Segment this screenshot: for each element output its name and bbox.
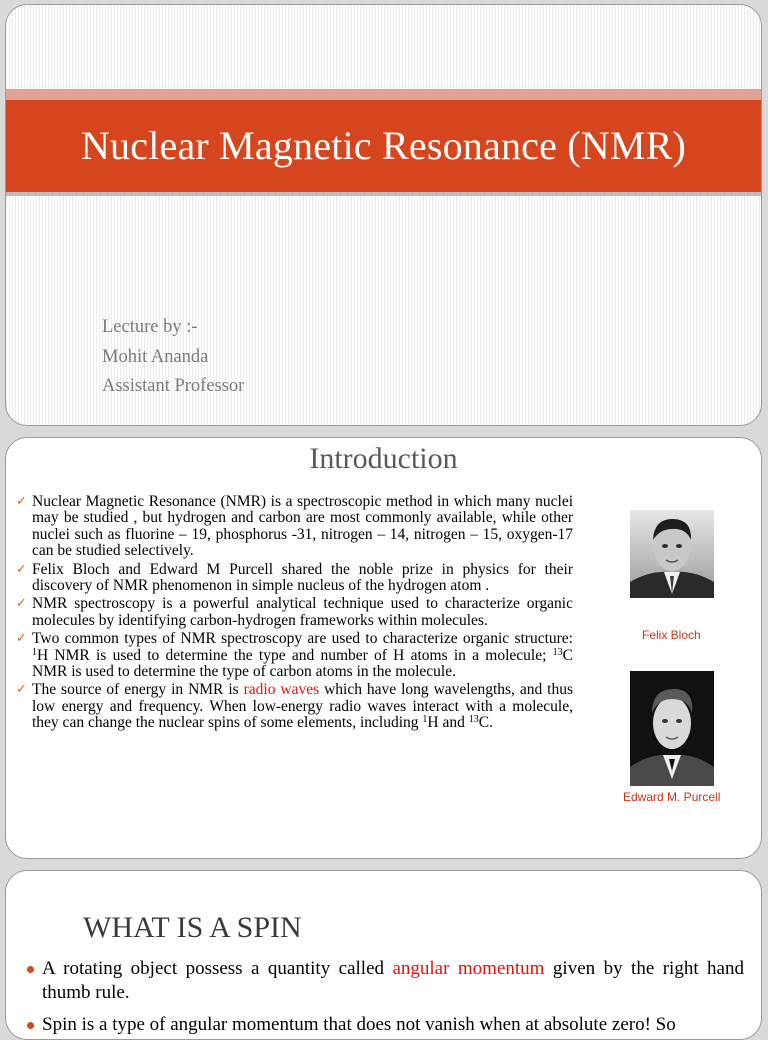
bullet-text: Spin is a type of angular momentum that does not vanish when at absolute zero! So bbox=[42, 1014, 676, 1035]
bullet-text: H and bbox=[427, 714, 469, 732]
bullet-item bbox=[22, 957, 744, 1005]
bullet-item bbox=[16, 631, 573, 680]
spin-slide bbox=[5, 870, 762, 1040]
slide-title: Nuclear Magnetic Resonance (NMR) bbox=[80, 122, 687, 168]
superscript: 13 bbox=[468, 714, 479, 726]
lecturer-position: Assistant Professor bbox=[102, 376, 245, 396]
bullet-text: Nuclear Magnetic Resonance (NMR) is a spectroscopic method in which many nuclei may be studied , but hydrogen and carbon are most commonly available, while other nuclei such as fluorine – 19, phosphorus -31, nitrogen – 14, nitrogen – 15, oxygen-17 can be studied selectively. bbox=[32, 493, 573, 560]
bullet-item bbox=[16, 596, 573, 629]
bullet-item bbox=[16, 682, 573, 731]
subtitle-line: Lecture by :- bbox=[102, 317, 198, 337]
bullet-list bbox=[16, 494, 573, 734]
portrait-caption: Edward M. Purcell bbox=[623, 790, 721, 804]
title-band-shadow bbox=[6, 192, 761, 196]
bullet-text: C NMR is used to determine the type of carbon atoms in the molecule. bbox=[32, 646, 573, 681]
bullet-text: The source of energy in NMR is bbox=[32, 681, 244, 699]
bullet-item bbox=[22, 1013, 744, 1037]
highlighted-term: radio waves bbox=[243, 681, 320, 699]
superscript: 1 bbox=[32, 646, 37, 658]
title-band bbox=[6, 100, 761, 192]
title-slide bbox=[5, 4, 762, 426]
bullet-text: Two common types of NMR spectroscopy are used to characterize organic structure: bbox=[32, 630, 573, 648]
lecturer-name: Mohit Ananda bbox=[102, 346, 209, 367]
title-band-accent bbox=[6, 89, 761, 100]
bullet-text: given by the right hand thumb rule. bbox=[42, 958, 744, 1003]
bullet-item bbox=[16, 494, 573, 560]
bullet-text: H NMR is used to determine the type and number of H atoms in a molecule; bbox=[37, 646, 553, 664]
felix-bloch-photo bbox=[630, 510, 714, 598]
superscript: 1 bbox=[422, 714, 428, 726]
slide-heading: Introduction bbox=[309, 442, 458, 475]
bullet-text: which have long wavelengths, and thus low energy and frequency. When low-energy radio waves interact with a molecule, they can change the nuclear spins of some elements, including bbox=[32, 681, 574, 732]
slide-heading: WHAT IS A SPIN bbox=[83, 911, 302, 944]
lecturer-info bbox=[102, 313, 244, 402]
bullet-list bbox=[22, 957, 744, 1040]
portrait-caption: Felix Bloch bbox=[642, 628, 701, 642]
edward-purcell-photo bbox=[630, 671, 714, 786]
introduction-slide bbox=[5, 437, 762, 859]
superscript: 13 bbox=[552, 646, 563, 658]
bullet-item bbox=[16, 562, 573, 595]
bullet-text: Felix Bloch and Edward M Purcell shared the noble prize in physics for their discovery of NMR phenomenon in simple nucleus of the hydrogen atom . bbox=[32, 560, 573, 595]
bullet-text: NMR spectroscopy is a powerful analytical technique used to characterize organic molecules by identifying carbon-hydrogen frameworks within molecules. bbox=[32, 595, 573, 629]
bullet-text: C. bbox=[478, 714, 493, 732]
highlighted-term: angular momentum bbox=[392, 958, 545, 979]
bullet-text: A rotating object possess a quantity called bbox=[42, 958, 393, 979]
